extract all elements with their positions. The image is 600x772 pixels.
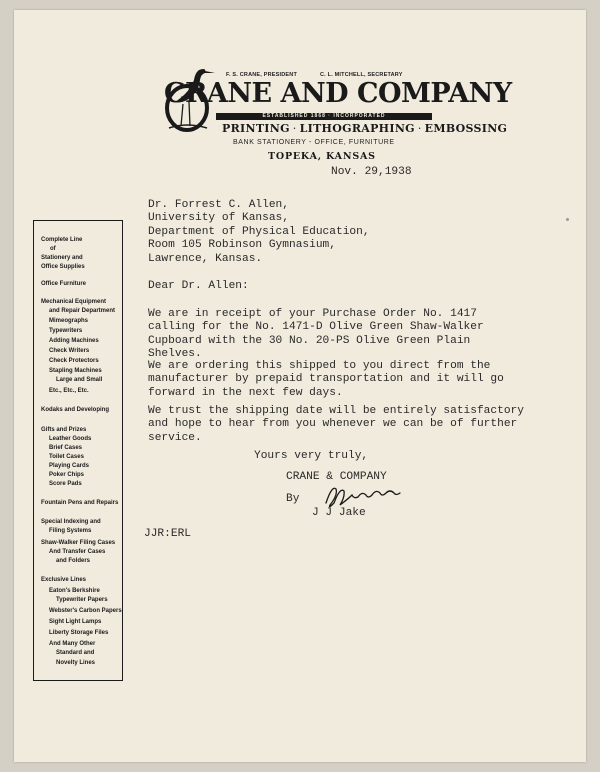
sidebar-line: and Folders [56,558,91,564]
secretary-line: C. L. MITCHELL, SECRETARY [320,72,403,78]
reference-initials: JJR:ERL [144,528,191,540]
sidebar-line: Stationery and [41,255,83,261]
sidebar-line: Etc., Etc., Etc. [49,388,89,394]
services-line [222,122,507,135]
sidebar-line: Kodaks and Developing [41,407,110,413]
body-paragraph-3 [148,405,524,445]
sidebar-line: of [50,246,56,252]
service-printing: PRINTING [222,122,290,135]
sidebar-line: Large and Small [56,377,103,383]
sidebar-line: Brief Cases [49,445,83,451]
sidebar-line: Fountain Pens and Repairs [41,500,119,506]
sidebar-line: Mimeographs [49,318,89,324]
sidebar-line: Typewriters [49,328,83,334]
sidebar-line: Gifts and Prizes [41,427,87,433]
body-paragraph-1 [148,308,484,362]
sidebar-line: Check Writers [49,348,90,354]
paragraph-line: Cupboard with the 30 No. 20-PS Olive Green Plain [148,334,471,347]
established-band: ESTABLISHED 1868 · INCORPORATED [216,113,432,120]
address-line: Room 105 Robinson Gymnasium, [148,239,336,252]
sidebar-line: And Many Other [49,641,96,647]
sidebar-line: Check Protectors [49,358,99,364]
sidebar-line: Novelty Lines [56,660,96,666]
paragraph-line: We are in receipt of your Purchase Order No. 1417 [148,308,477,320]
signing-company: CRANE & COMPANY [286,471,387,483]
paragraph-line: We trust the shipping date will be entirely satisfactory [148,405,524,417]
sidebar-line: Typewriter Papers [56,597,108,603]
sidebar-line: Exclusive Lines [41,577,87,583]
sidebar-line: Shaw-Walker Filing Cases [41,540,116,546]
salutation: Dear Dr. Allen: [148,280,249,292]
sidebar-line: Special Indexing and [41,519,101,525]
paragraph-line: manufacturer by prepaid transportation and it will go [148,373,504,386]
sidebar-line: Eaton's Berkshire [49,588,100,594]
sidebar-line: Leather Goods [49,436,92,442]
sidebar-line: Mechanical Equipment [41,299,107,305]
closing: Yours very truly, [254,450,369,462]
sidebar-line: Office Supplies [41,264,85,270]
sidebar-line: Poker Chips [49,472,85,478]
president-line: F. S. CRANE, PRESIDENT [226,72,298,78]
paragraph-line: We are ordering this shipped to you direct from the [148,360,491,372]
sidebar-line: Office Furniture [41,281,87,287]
address-line: Dr. Forrest C. Allen, [148,199,289,211]
paragraph-line: Shelves. [148,348,202,361]
sidebar-line: Stapling Machines [49,368,102,374]
paragraph-line: and hope to hear from you whenever we can be of further [148,418,518,431]
sidebar-line: Adding Machines [49,338,99,344]
sidebar-line: Webster's Carbon Papers [49,608,122,614]
service-embossing: EMBOSSING [424,122,508,135]
service-lithographing: LITHOGRAPHING [299,122,415,135]
service-separator: · [417,122,422,135]
sidebar-line: And Transfer Cases [49,549,106,555]
address-line: University of Kansas, [148,212,289,225]
sidebar-line: Sight Light Lamps [49,619,102,625]
sidebar-line: Playing Cards [49,463,90,469]
address-line: Department of Physical Education, [148,225,370,238]
sidebar-line: Liberty Storage Files [49,630,109,636]
sidebar-line: Toilet Cases [49,454,84,460]
typed-signer-name: J J Jake [312,507,366,519]
paragraph-line: forward in the next few days. [148,386,343,399]
services-sidebar [33,220,123,681]
paragraph-line: calling for the No. 1471-D Olive Green Shaw-Walker [148,321,484,334]
bank-stationery-line: BANK STATIONERY - OFFICE, FURNITURE [233,139,395,146]
sidebar-line: Complete Line [41,237,83,243]
by-label: By [286,493,300,505]
sidebar-line: Score Pads [49,481,82,487]
city-line: TOPEKA, KANSAS [268,151,376,162]
sidebar-line: Standard and [56,650,95,656]
sidebar-line: Filing Systems [49,528,92,534]
company-brand: CRANE AND COMPANY [164,78,512,109]
address-line: Lawrence, Kansas. [148,252,263,265]
sidebar-line: and Repair Department [49,308,116,314]
recipient-address [148,199,370,266]
body-paragraph-2 [148,360,504,400]
paragraph-line: service. [148,431,202,444]
service-separator: · [292,122,297,135]
punch-hole [566,218,569,221]
letter-date: Nov. 29,1938 [331,166,412,178]
